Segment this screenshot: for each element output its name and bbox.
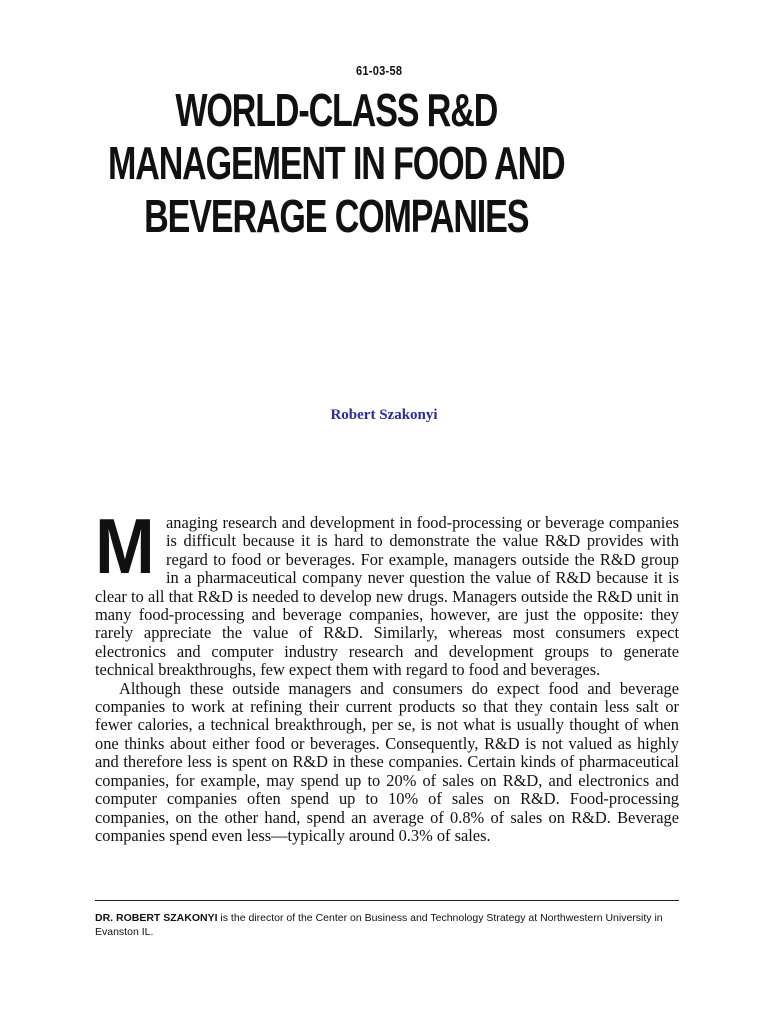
footnote-text: is the director of the Center on Business and Technology Strategy at Northwestern University in Evanston IL. [95,912,663,938]
title-line: MANAGEMENT IN FOOD AND [107,137,565,189]
paragraph: Although these outside managers and consumers do expect food and beverage companies to work at refining their current products so that they contain less salt or fewer calories, a technical breakthrough, per se, is not what is usually thought of when one thinks about either food or beverages. Consequently, R&D is not valued as highly and therefore less is spent on R&D in these companies. Certain kinds of pharmaceutical companies, for example, may spend up to 20% of sales on R&D, and electronics and computer companies often spend up to 10% of sales on R&D. Food-processing companies, on the other hand, spend an average of 0.8% of sales on R&D. Beverage companies spend even less—typically around 0.3% of sales. [95,678,679,845]
paragraph [95,502,679,680]
paragraph-text: anaging research and development in food-processing or beverage companies is difficult because it is hard to demonstrate the value R&D provides with regard to food or beverages. For example, managers outside the R&D group in a pharmaceutical company never question the value of R&D because it is clear to all that R&D is needed to develop new drugs. Managers outside the R&D unit in many food-processing and beverage companies, however, are just the opposite: they rarely appreciate the value of R&D. Similarly, whereas most consumers expect electronics and computer industry research and development groups to generate technical breakthroughs, few expect them with regard to food and beverages. [95,513,679,680]
title-line: BEVERAGE COMPANIES [144,190,529,242]
footnote-author-name: DR. ROBERT SZAKONYI [95,912,218,924]
article-title [88,84,585,243]
title-line: WORLD-CLASS R&D [175,84,498,136]
article-body [95,502,679,845]
author-name: Robert Szakonyi [330,407,438,423]
document-code: 61-03-58 [356,63,403,78]
footnote-divider [95,900,679,901]
drop-cap: M [95,502,155,590]
author-footnote [95,911,695,939]
